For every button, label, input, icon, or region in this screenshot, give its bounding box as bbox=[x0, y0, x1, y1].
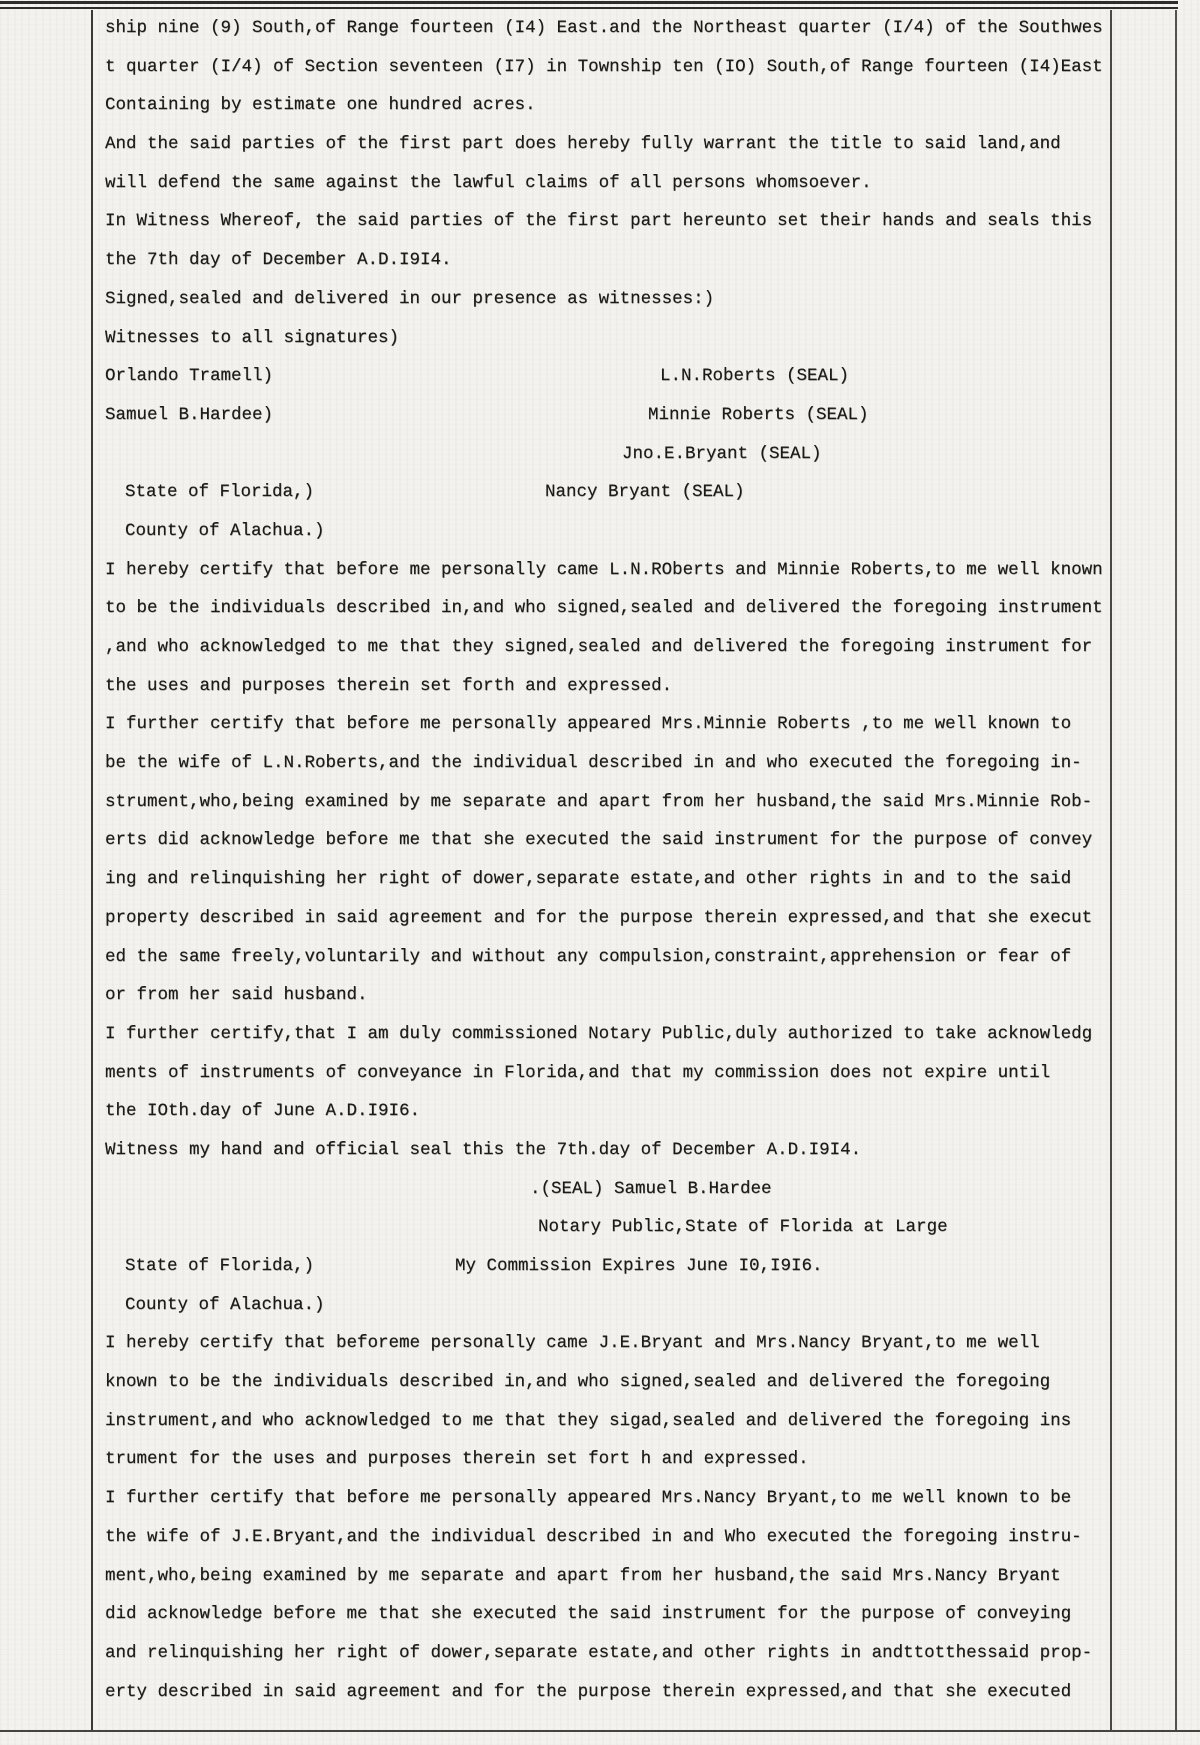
doc-line bbox=[105, 1518, 1110, 1557]
line-text: Containing by estimate one hundred acres. bbox=[105, 95, 536, 116]
doc-line bbox=[105, 938, 1110, 977]
right-margin-rule-inner bbox=[1110, 10, 1112, 1732]
doc-line bbox=[105, 551, 1110, 590]
line-text: or from her said husband. bbox=[105, 985, 368, 1006]
line-text: ments of instruments of conveyance in Florida,and that my commission does not expire until bbox=[105, 1062, 1051, 1083]
doc-line-signature bbox=[105, 473, 1110, 512]
doc-line bbox=[105, 1015, 1110, 1054]
doc-line bbox=[105, 860, 1110, 899]
doc-line bbox=[105, 1479, 1110, 1518]
doc-line bbox=[105, 976, 1110, 1015]
line-text: the IOth.day of June A.D.I9I6. bbox=[105, 1101, 421, 1122]
doc-line bbox=[105, 1595, 1110, 1634]
line-text: ing and relinquishing her right of dower,separate estate,and other rights in and to the said bbox=[105, 869, 1072, 890]
doc-line bbox=[105, 628, 1110, 667]
doc-line bbox=[105, 280, 1110, 319]
doc-line bbox=[105, 1440, 1110, 1479]
doc-line bbox=[105, 1557, 1110, 1596]
line-text: trument for the uses and purposes therein set fort h and expressed. bbox=[105, 1449, 809, 1470]
doc-line-witness-signature bbox=[105, 396, 1110, 435]
line-text: the uses and purposes therein set forth and expressed. bbox=[105, 675, 673, 696]
doc-line bbox=[105, 821, 1110, 860]
doc-line-notary-title bbox=[105, 1208, 1110, 1247]
top-rule-upper bbox=[0, 1, 1178, 4]
line-text: be the wife of L.N.Roberts,and the individual described in and who executed the foregoing in- bbox=[105, 753, 1082, 774]
doc-line-notary-signature bbox=[105, 1170, 1110, 1209]
doc-line bbox=[105, 1324, 1110, 1363]
party-seal-signature: Nancy Bryant (SEAL) bbox=[545, 482, 745, 503]
doc-line bbox=[105, 705, 1110, 744]
right-margin-rule-outer bbox=[1175, 10, 1177, 1732]
line-text: property described in said agreement and for the purpose therein expressed,and that she execut bbox=[105, 907, 1093, 928]
line-text: instrument,and who acknowledged to me that they sigad,sealed and delivered the foregoing ins bbox=[105, 1410, 1072, 1431]
doc-line bbox=[105, 589, 1110, 628]
state-caption: State of Florida,) bbox=[125, 1256, 315, 1276]
commission-expiry: My Commission Expires June I0,I9I6. bbox=[455, 1256, 823, 1276]
witness-name: Samuel B.Hardee) bbox=[105, 404, 274, 425]
doc-line bbox=[105, 241, 1110, 280]
line-text: I further certify that before me personally appeared Mrs.Minnie Roberts ,to me well known to bbox=[105, 714, 1072, 735]
doc-line bbox=[105, 1363, 1110, 1402]
doc-line bbox=[105, 48, 1110, 87]
county-caption: County of Alachua.) bbox=[125, 520, 325, 541]
state-caption: State of Florida,) bbox=[125, 482, 315, 503]
doc-line bbox=[105, 512, 1110, 551]
doc-line bbox=[105, 899, 1110, 938]
line-text: ed the same freely,voluntarily and without any compulsion,constraint,apprehension or fear of bbox=[105, 946, 1072, 967]
line-text: ship nine (9) South,of Range fourteen (I4) East.and the Northeast quarter (I/4) of the Southwes bbox=[105, 18, 1103, 38]
line-text: Witness my hand and official seal this the 7th.day of December A.D.I9I4. bbox=[105, 1139, 862, 1160]
doc-line bbox=[105, 1634, 1110, 1673]
doc-line bbox=[105, 86, 1110, 125]
party-seal-signature: Minnie Roberts (SEAL) bbox=[648, 404, 869, 425]
line-text: to be the individuals described in,and who signed,sealed and delivered the foregoing instrument bbox=[105, 598, 1103, 619]
bottom-rule bbox=[0, 1730, 1200, 1732]
doc-line bbox=[105, 319, 1110, 358]
doc-line bbox=[105, 1673, 1110, 1712]
line-text: strument,who,being examined by me separate and apart from her husband,the said Mrs.Minnie Rob- bbox=[105, 791, 1093, 812]
doc-line bbox=[105, 164, 1110, 203]
party-seal-signature: L.N.Roberts (SEAL) bbox=[660, 366, 850, 387]
doc-line bbox=[105, 202, 1110, 241]
line-text: I further certify,that I am duly commissioned Notary Public,duly authorized to take acknowledg bbox=[105, 1023, 1093, 1044]
line-text: I hereby certify that before me personally came L.N.ROberts and Minnie Roberts,to me well known bbox=[105, 559, 1103, 580]
doc-line bbox=[105, 744, 1110, 783]
line-text: I hereby certify that beforeme personally came J.E.Bryant and Mrs.Nancy Bryant,to me well bbox=[105, 1333, 1040, 1354]
line-text: In Witness Whereof, the said parties of the first part hereunto set their hands and seals this bbox=[105, 211, 1093, 232]
left-margin-rule bbox=[91, 10, 93, 1732]
line-text: the 7th day of December A.D.I9I4. bbox=[105, 250, 452, 271]
doc-line bbox=[105, 783, 1110, 822]
doc-line-commission bbox=[105, 1247, 1110, 1286]
doc-line bbox=[105, 1054, 1110, 1093]
line-text: and relinquishing her right of dower,separate estate,and other rights in andttotthessaid prop- bbox=[105, 1642, 1093, 1663]
notary-title: Notary Public,State of Florida at Large bbox=[538, 1217, 948, 1238]
doc-line bbox=[105, 1092, 1110, 1131]
line-text: t quarter (I/4) of Section seventeen (I7) in Township ten (IO) South,of Range fourteen (I4)East bbox=[105, 56, 1103, 77]
doc-line bbox=[105, 1402, 1110, 1441]
doc-line bbox=[105, 125, 1110, 164]
line-text: Witnesses to all signatures) bbox=[105, 327, 400, 348]
notary-seal-signature: .(SEAL) Samuel B.Hardee bbox=[530, 1178, 772, 1199]
line-text: did acknowledge before me that she executed the said instrument for the purpose of conveying bbox=[105, 1604, 1072, 1625]
line-text: known to be the individuals described in,and who signed,sealed and delivered the foregoing bbox=[105, 1372, 1051, 1393]
county-caption: County of Alachua.) bbox=[125, 1294, 325, 1315]
typed-text-block bbox=[105, 9, 1110, 1711]
doc-line bbox=[105, 667, 1110, 706]
doc-line bbox=[105, 9, 1110, 48]
doc-line bbox=[105, 1131, 1110, 1170]
line-text: ,and who acknowledged to me that they signed,sealed and delivered the foregoing instrument for bbox=[105, 637, 1093, 657]
line-text: the wife of J.E.Bryant,and the individual described in and Who executed the foregoing instru- bbox=[105, 1526, 1082, 1547]
line-text: will defend the same against the lawful claims of all persons whomsoever. bbox=[105, 172, 872, 193]
line-text: Signed,sealed and delivered in our presence as witnesses:) bbox=[105, 288, 715, 309]
line-text: I further certify that before me personally appeared Mrs.Nancy Bryant,to me well known to be bbox=[105, 1488, 1072, 1509]
doc-line bbox=[105, 1286, 1110, 1325]
line-text: ment,who,being examined by me separate and apart from her husband,the said Mrs.Nancy Bryant bbox=[105, 1565, 1061, 1586]
line-text: erts did acknowledge before me that she executed the said instrument for the purpose of convey bbox=[105, 830, 1093, 851]
doc-line-witness-signature bbox=[105, 357, 1110, 396]
line-text: erty described in said agreement and for the purpose therein expressed,and that she executed bbox=[105, 1681, 1072, 1702]
witness-name: Orlando Tramell) bbox=[105, 366, 274, 387]
line-text: And the said parties of the first part does hereby fully warrant the title to said land,and bbox=[105, 134, 1061, 155]
doc-line-signature bbox=[105, 435, 1110, 474]
party-seal-signature: Jno.E.Bryant (SEAL) bbox=[622, 443, 822, 464]
